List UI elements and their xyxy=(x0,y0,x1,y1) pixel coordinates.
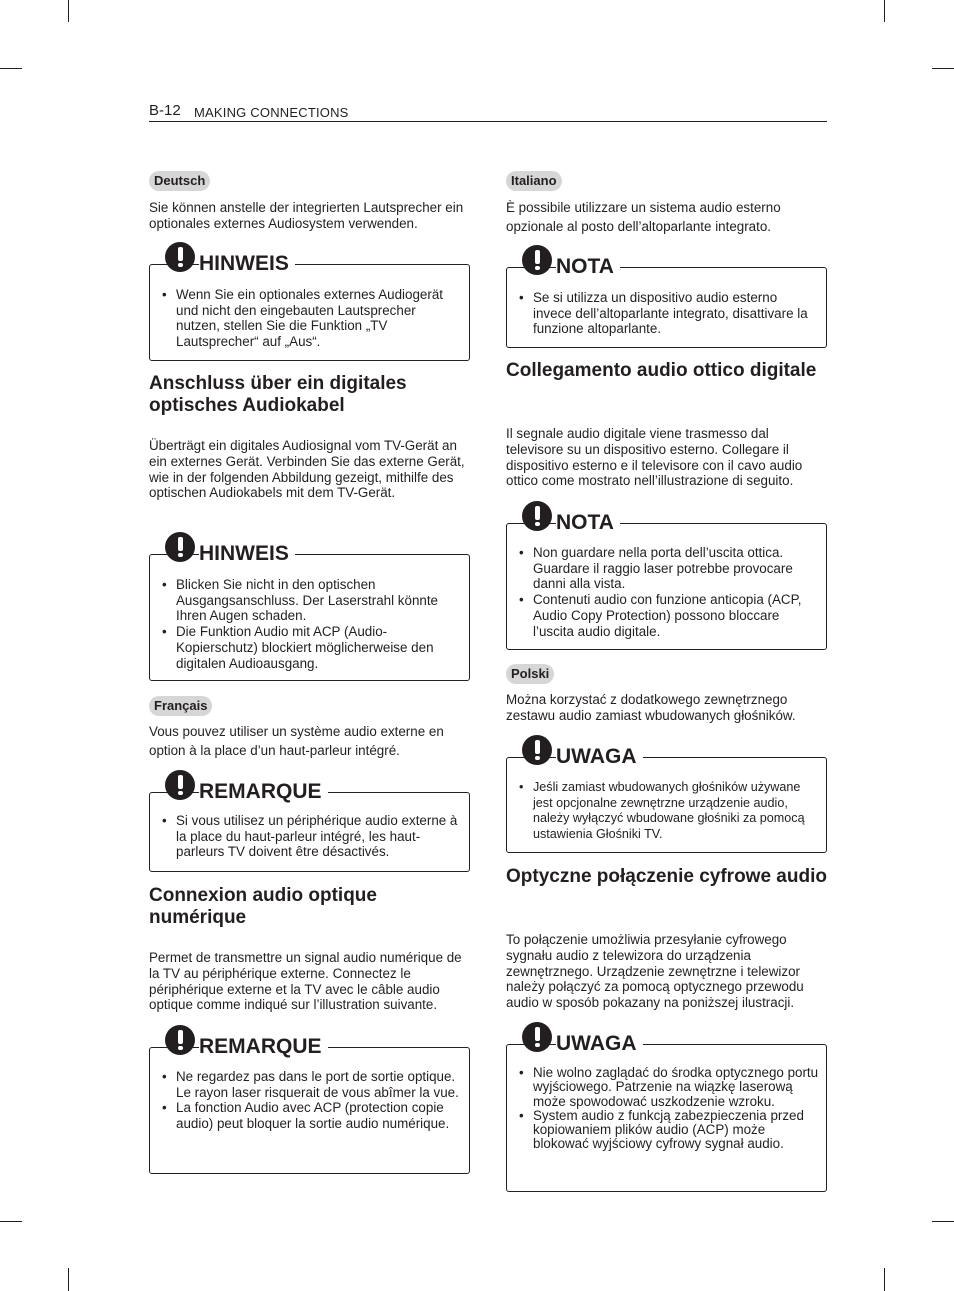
note-list xyxy=(518,545,819,639)
note-item: • Si vous utilisez un périphérique audio externe à la place du haut-parleur intégré, les haut-parleurs TV doivent être désactivés. xyxy=(161,813,462,860)
note-item: • Se si utilizza un dispositivo audio esterno invece dell’altoparlante integrato, disattivare la funzione altoparlante. xyxy=(518,290,819,337)
note-title: REMARQUE xyxy=(199,1035,328,1059)
right-column xyxy=(506,0,827,1291)
note-hinweis-2 xyxy=(149,532,470,681)
exclamation-icon xyxy=(522,735,552,765)
exclamation-icon xyxy=(522,501,552,531)
note-item: • System audio z funkcją zabezpieczenia przed kopiowaniem plików audio (ACP) może blokować wyjściowy cyfrowy sygnał audio. xyxy=(518,1109,819,1152)
fr-body-text: Permet de transmettre un signal audio numérique de la TV au périphérique externe. Connectez le périphérique externe et la TV avec le câble audio optique comme indiqué sur l’illustration suivante. xyxy=(149,950,462,1013)
exclamation-icon xyxy=(165,770,195,800)
note-item: • Wenn Sie ein optionales externes Audiogerät und nicht den eingebauten Lautsprecher nutzen, stellen Sie die Funktion „TV Lautsprecher“ auf „Aus“. xyxy=(161,287,462,350)
note-item: • La fonction Audio avec ACP (protection copie audio) peut bloquer la sortie audio numérique. xyxy=(161,1100,462,1131)
note-uwaga-2 xyxy=(506,1022,827,1192)
note-item: • Blicken Sie nicht in den optischen Ausgangsanschluss. Der Laserstrahl könnte Ihren Augen schaden. xyxy=(161,577,462,624)
note-item: • Die Funktion Audio mit ACP (Audio-Kopierschutz) blockiert möglicherweise den digitalen Audioausgang. xyxy=(161,624,462,671)
note-item: • Ne regardez pas dans le port de sortie optique. Le rayon laser risquerait de vous abîmer la vue. xyxy=(161,1069,462,1100)
note-list xyxy=(161,813,462,860)
it-body-text: Il segnale audio digitale viene trasmesso dal televisore su un dispositivo esterno. Collegare il dispositivo esterno e il televisore con il cavo audio ottico come mostrato nell’illustrazione di seguito. xyxy=(506,426,803,489)
it-section-heading: Collegamento audio ottico digitale xyxy=(506,360,817,381)
note-title: NOTA xyxy=(556,511,620,535)
page-number: B-12 xyxy=(149,102,181,119)
note-title: NOTA xyxy=(556,255,620,279)
note-title: HINWEIS xyxy=(199,542,295,566)
note-list xyxy=(518,1066,819,1152)
crop-mark xyxy=(932,68,954,69)
note-list xyxy=(161,287,462,350)
note-remarque-2 xyxy=(149,1025,470,1174)
crop-mark xyxy=(0,68,22,69)
crop-mark xyxy=(68,1268,69,1291)
exclamation-icon xyxy=(522,1022,552,1052)
crop-mark xyxy=(884,1268,885,1291)
note-list xyxy=(161,577,462,671)
note-nota-2 xyxy=(506,501,827,650)
pl-body-text: To połączenie umożliwia przesyłanie cyfrowego sygnału audio z telewizora do urządzenia zewnętrznego. Urządzenie zewnętrzne i telewizor należy połączyć za pomocą optycznego przewodu audio w sposób pokazany na poniższej ilustracji. xyxy=(506,932,804,1011)
exclamation-icon xyxy=(165,1025,195,1055)
crop-mark xyxy=(884,0,885,22)
note-list xyxy=(518,780,819,843)
note-list xyxy=(518,290,819,337)
exclamation-icon xyxy=(165,532,195,562)
note-hinweis-1 xyxy=(149,242,470,361)
note-title: REMARQUE xyxy=(199,780,328,804)
de-intro-text: Sie können anstelle der integrierten Lautsprecher ein optionales externes Audiosystem verwenden. xyxy=(149,200,464,231)
note-item: • Jeśli zamiast wbudowanych głośników używane jest opcjonalne zewnętrzne urządzenie audio, należy wyłączyć wbudowane głośniki za pomocą ustawienia Głośniki TV. xyxy=(518,780,819,843)
left-column xyxy=(149,0,470,1291)
crop-mark xyxy=(0,1221,22,1222)
note-uwaga-1 xyxy=(506,735,827,853)
section-title: MAKING CONNECTIONS xyxy=(194,105,349,120)
language-badge-deutsch: Deutsch xyxy=(149,171,210,191)
note-title: HINWEIS xyxy=(199,252,295,276)
language-badge-francais: Français xyxy=(149,696,212,716)
fr-section-heading: Connexion audio optique numérique xyxy=(149,885,377,928)
note-title: UWAGA xyxy=(556,745,643,769)
fr-intro-text: Vous pouvez utiliser un système audio externe en option à la place d’un haut-parleur intégré. xyxy=(149,724,444,758)
exclamation-icon xyxy=(165,242,195,272)
de-section-heading: Anschluss über ein digitales optisches Audiokabel xyxy=(149,373,407,416)
crop-mark xyxy=(932,1221,954,1222)
note-item: • Contenuti audio con funzione anticopia (ACP, Audio Copy Protection) possono bloccare l’uscita audio digitale. xyxy=(518,592,819,639)
pl-section-heading: Optyczne połączenie cyfrowe audio xyxy=(506,866,827,887)
crop-mark xyxy=(68,0,69,22)
note-item: • Nie wolno zaglądać do środka optycznego portu wyjściowego. Patrzenie na wiązkę laserową może spowodować uszkodzenie wzroku. xyxy=(518,1066,819,1109)
exclamation-icon xyxy=(522,245,552,275)
language-badge-polski: Polski xyxy=(506,664,554,684)
pl-intro-text: Można korzystać z dodatkowego zewnętrznego zestawu audio zamiast wbudowanych głośników. xyxy=(506,692,796,723)
language-badge-italiano: Italiano xyxy=(506,171,562,191)
note-title: UWAGA xyxy=(556,1032,643,1056)
note-item: • Non guardare nella porta dell’uscita ottica. Guardare il raggio laser potrebbe provocare danni alla vista. xyxy=(518,545,819,592)
note-remarque-1 xyxy=(149,770,470,872)
it-intro-text: È possibile utilizzare un sistema audio esterno opzionale al posto dell’altoparlante integrato. xyxy=(506,200,781,234)
note-nota-1 xyxy=(506,245,827,348)
de-body-text: Überträgt ein digitales Audiosignal vom TV-Gerät an ein externes Gerät. Verbinden Sie das externe Gerät, wie in der folgenden Abbildung gezeigt, mithilfe des optischen Audiokabels mit dem TV-Gerät. xyxy=(149,438,465,501)
note-list xyxy=(161,1069,462,1132)
